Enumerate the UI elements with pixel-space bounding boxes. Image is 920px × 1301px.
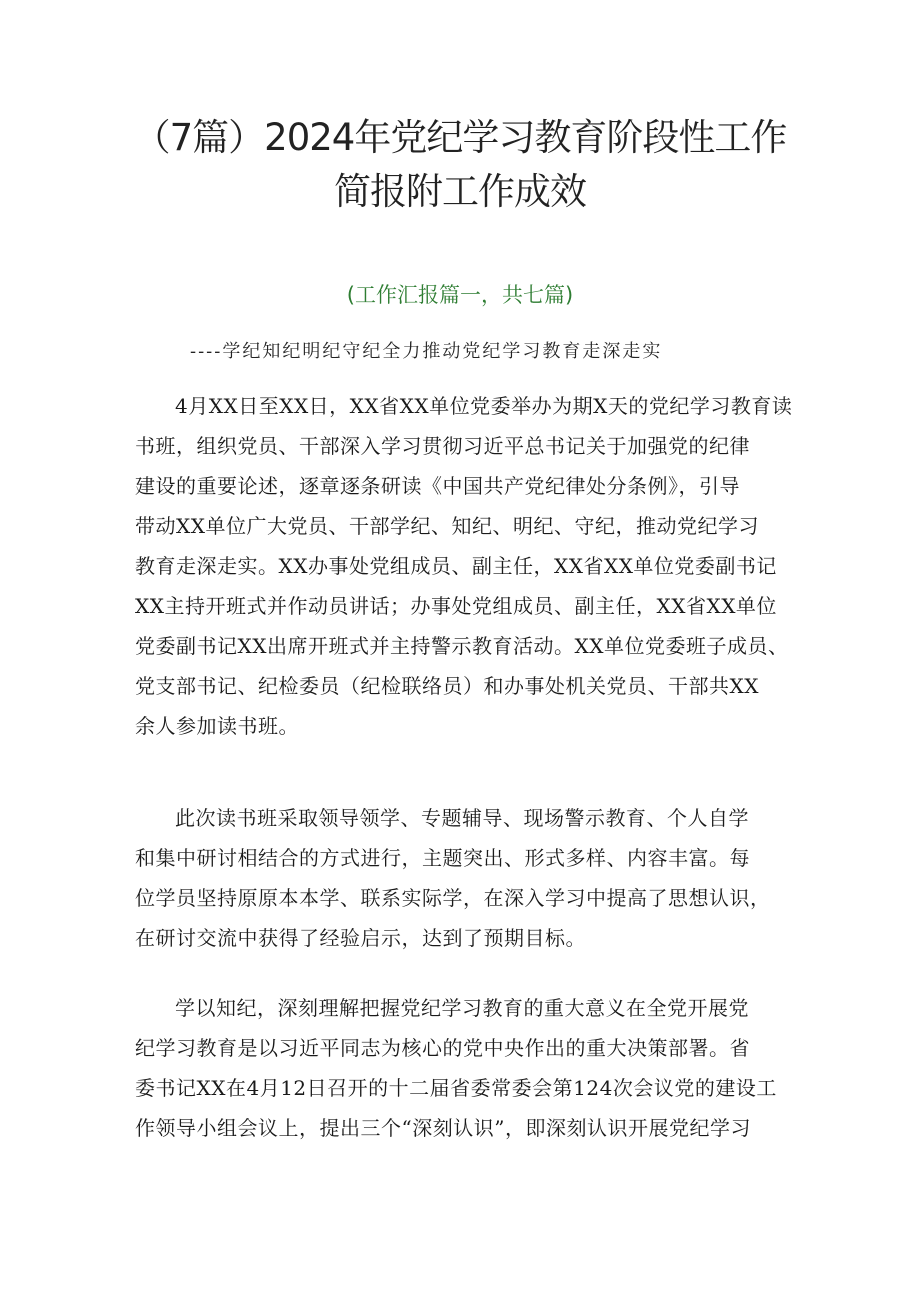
document-title-line-1: （7篇）2024年党纪学习教育阶段性工作 <box>133 116 787 159</box>
section-subtitle: (工作汇报篇一，共七篇) <box>346 283 574 307</box>
paragraph-line: 党支部书记、纪检委员（纪检联络员）和办事处机关党员、干部共XX <box>135 674 759 698</box>
paragraph-line: 教育走深走实。XX办事处党组成员、副主任，XX省XX单位党委副书记 <box>135 554 777 578</box>
paragraph-line: 党委副书记XX出席开班式并主持警示教育活动。XX单位党委班子成员、 <box>135 634 789 658</box>
paragraph-line: 纪学习教育是以习近平同志为核心的党中央作出的重大决策部署。省 <box>135 1036 750 1060</box>
paragraph-line: XX主持开班式并作动员讲话；办事处党组成员、副主任，XX省XX单位 <box>135 594 777 618</box>
section-heading: ----学纪知纪明纪守纪全力推动党纪学习教育走深走实 <box>190 341 663 362</box>
paragraph-3 <box>135 988 795 1148</box>
paragraph-line: 和集中研讨相结合的方式进行，主题突出、形式多样、内容丰富。每 <box>135 846 750 870</box>
paragraph-2 <box>135 798 795 958</box>
paragraph-line: 委书记XX在4月12日召开的十二届省委常委会第124次会议党的建设工 <box>135 1076 777 1100</box>
paragraph-line: 带动XX单位广大党员、干部学纪、知纪、明纪、守纪，推动党纪学习 <box>135 514 759 538</box>
paragraph-line: 在研讨交流中获得了经验启示，达到了预期目标。 <box>135 926 586 950</box>
paragraph-1 <box>135 386 795 746</box>
paragraph-line: 作领导小组会议上，提出三个“深刻认识”，即深刻认识开展党纪学习 <box>135 1116 751 1140</box>
paragraph-line: 建设的重要论述，逐章逐条研读《中国共产党纪律处分条例》，引导 <box>135 474 740 498</box>
paragraph-line: 书班，组织党员、干部深入学习贯彻习近平总书记关于加强党的纪律 <box>135 434 750 458</box>
paragraph-line: 此次读书班采取领导领学、专题辅导、现场警示教育、个人自学 <box>175 806 749 830</box>
paragraph-line: 余人参加读书班。 <box>135 714 299 738</box>
paragraph-line: 位学员坚持原原本本学、联系实际学，在深入学习中提高了思想认识， <box>135 886 771 910</box>
document-title-line-2: 简报附工作成效 <box>334 170 586 213</box>
paragraph-line: 学以知纪，深刻理解把握党纪学习教育的重大意义在全党开展党 <box>175 996 749 1020</box>
paragraph-line: 4月XX日至XX日，XX省XX单位党委举办为期X天的党纪学习教育读 <box>175 394 793 418</box>
